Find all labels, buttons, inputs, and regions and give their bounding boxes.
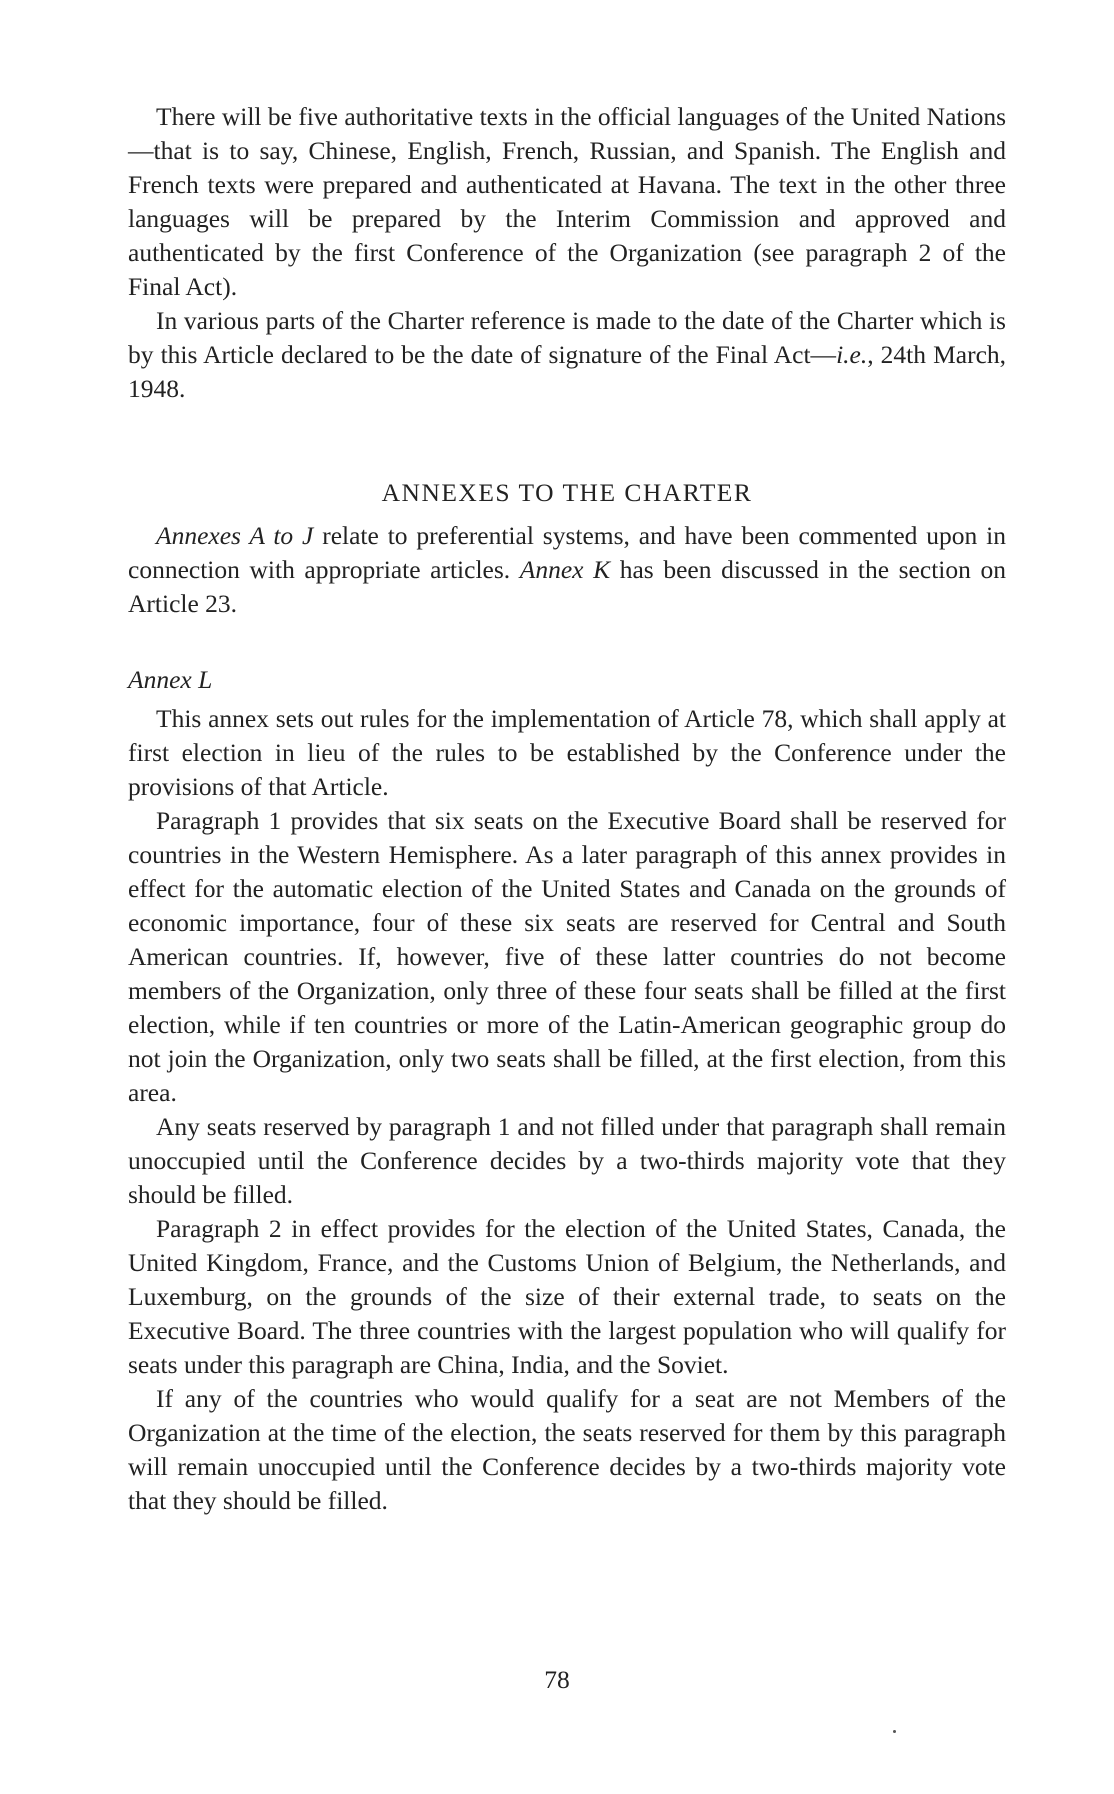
paragraph-annex-l-rules: This annex sets out rules for the implementation of Article 78, which shall apply at first election in lieu of the rules to be established by the Conference under the provisions of that Article. (128, 704, 1006, 801)
charter-date-text: In various parts of the Charter reference is made to the date of the Charter which is by this Article declared to be the date of signature of the Final Act— (128, 306, 1006, 369)
annex-l-heading: Annex L (128, 665, 213, 694)
paragraph-western-hemisphere-seats: Paragraph 1 provides that six seats on the Executive Board shall be reserved for countries in the Western Hemisphere. As a later paragraph of this annex provides in effect for the automatic election of the United States and Canada on the grounds of economic importance, four of these six seats are reserved for Central and South American countries. If, however, five of these latter countries do not become members of the Organization, only three of these four seats shall be filled at the first election, while if ten countries or more of the Latin-American geographic group do not join the Organization, only two seats shall be filled, at the first election, from this area. (128, 806, 1006, 1107)
paragraph-unfilled-seats: Any seats reserved by paragraph 1 and not filled under that paragraph shall remain unoccupied until the Conference decides by a two-thirds majority vote that they should be filled. (128, 1112, 1006, 1209)
paragraph-charter-date (128, 304, 1006, 406)
paragraph-authoritative-texts: There will be five authoritative texts in the official languages of the United Nations—that is to say, Chinese, English, French, Russian, and Spanish. The English and French texts were prepared and authenticated at Havana. The text in the other three languages will be prepared by the Interim Commission and approved and authenticated by the first Conference of the Organization (see paragraph 2 of the Final Act). (128, 102, 1006, 301)
charter-date-value: , 24th March, 1948. (128, 340, 1007, 403)
annexes-mid-text: relate to preferential systems, and have been commented upon in connection with appropriate articles. (128, 521, 1006, 584)
annexes-end-text: has been discussed in the section on Article 23. (128, 555, 1006, 618)
annexes-a-to-j-ref: Annexes A to J (156, 521, 314, 550)
annex-k-ref: Annex K (519, 555, 611, 584)
paragraph-non-member-seats: If any of the countries who would qualify for a seat are not Members of the Organization at the time of the election, the seats reserved for them by this paragraph will remain unoccupied until the Conference decides by a two-thirds majority vote that they should be filled. (128, 1384, 1006, 1515)
print-speck (893, 1730, 896, 1733)
ie-abbreviation: i.e. (836, 340, 868, 369)
annexes-text-block (128, 519, 1006, 621)
annexes-heading: ANNEXES TO THE CHARTER (381, 478, 753, 507)
annex-l-text-block (128, 702, 1006, 1518)
page-number: 78 (544, 1665, 570, 1694)
paragraph-annexes-a-to-k (128, 519, 1006, 621)
intro-text-block (128, 100, 1006, 406)
paragraph-external-trade-seats: Paragraph 2 in effect provides for the election of the United States, Canada, the United Kingdom, France, and the Customs Union of Belgium, the Netherlands, and Luxemburg, on the grounds of the size of their external trade, to seats on the Executive Board. The three countries with the largest population who will qualify for seats under this paragraph are China, India, and the Soviet. (128, 1214, 1006, 1379)
